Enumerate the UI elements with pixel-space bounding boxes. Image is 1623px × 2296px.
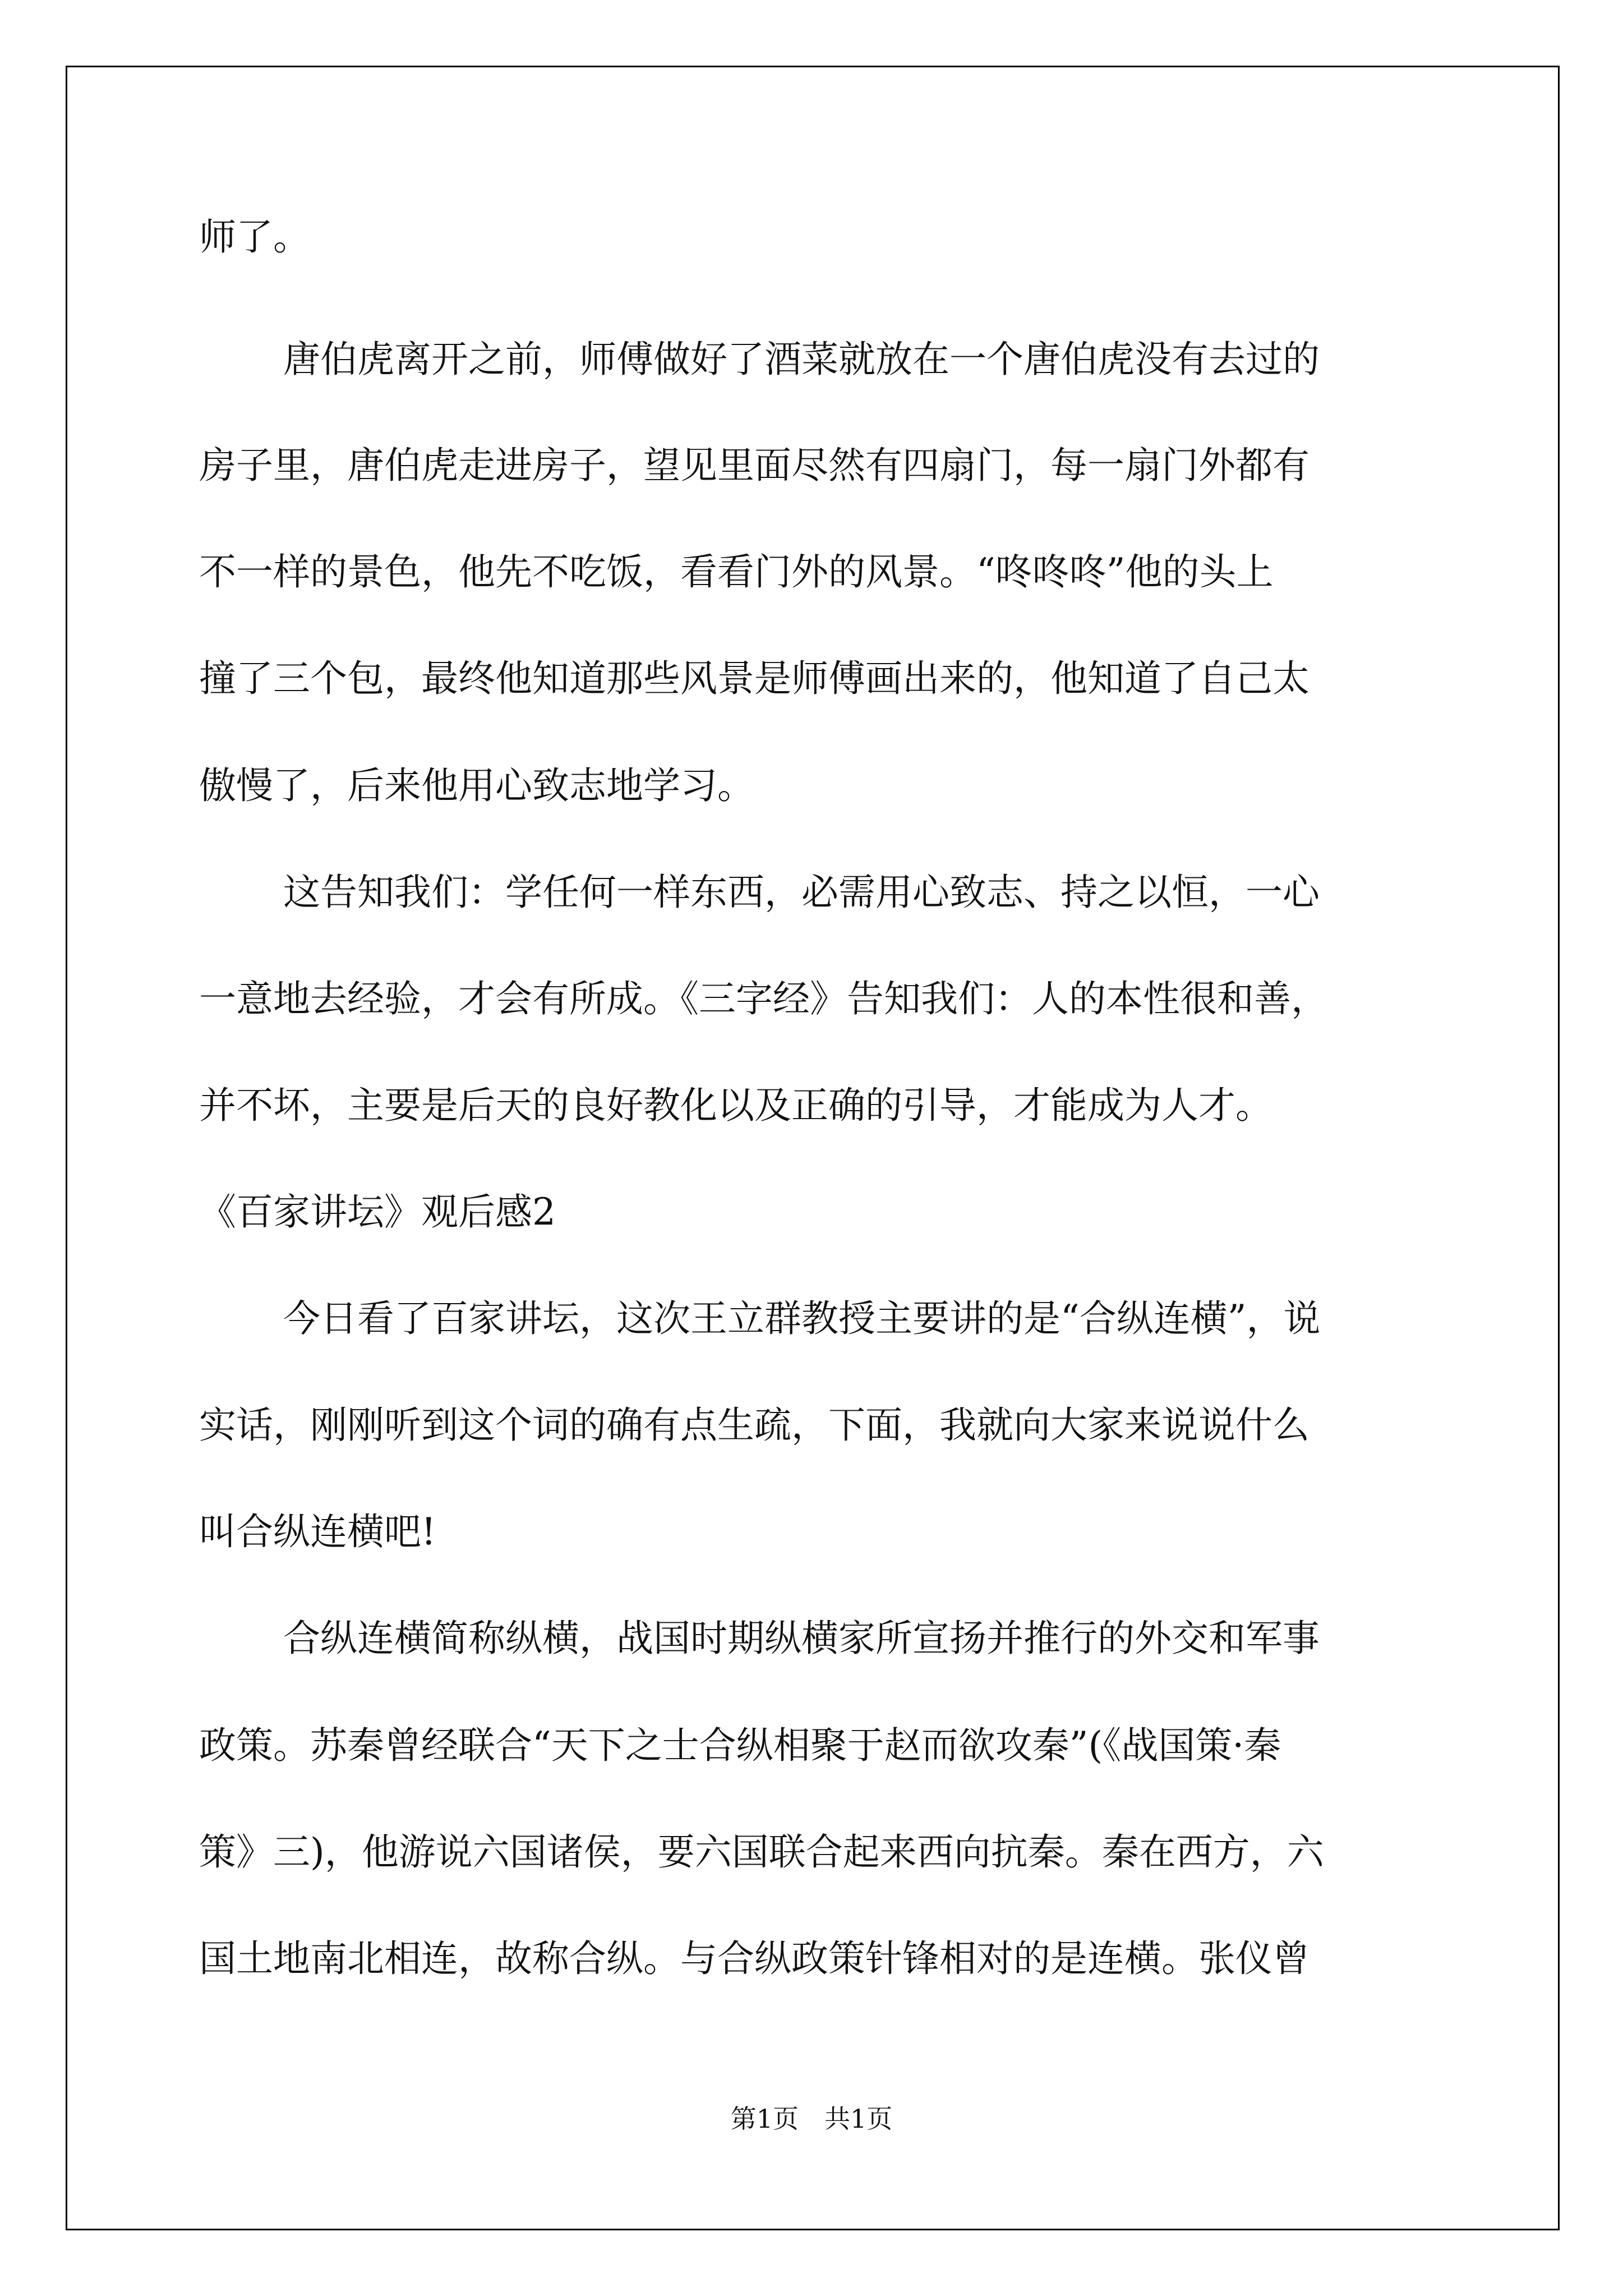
text-line: 房子里，唐伯虎走进房子，望见里面尽然有四扇门，每一扇门外都有 xyxy=(199,444,1310,487)
text-line: 傲慢了，后来他用心致志地学习。 xyxy=(199,764,754,807)
text-line: 这告知我们：学任何一样东西，必需用心致志、持之以恒，一心 xyxy=(283,871,1320,914)
text-line: 实话，刚刚听到这个词的确有点生疏，下面，我就向大家来说说什么 xyxy=(199,1404,1310,1447)
text-line: 师了。 xyxy=(199,215,310,259)
text-line: 叫合纵连横吧! xyxy=(199,1510,436,1553)
text-line: 撞了三个包，最终他知道那些风景是师傅画出来的，他知道了自己太 xyxy=(199,657,1310,700)
text-line: 唐伯虎离开之前，师傅做好了酒菜就放在一个唐伯虎没有去过的 xyxy=(283,338,1320,381)
text-line: 策》三)，他游说六国诸侯，要六国联合起来西向抗秦。秦在西方，六 xyxy=(199,1830,1324,1874)
text-line: 并不坏，主要是后天的良好教化以及正确的引导，才能成为人才。 xyxy=(199,1084,1272,1127)
text-line: 国土地南北相连，故称合纵。与合纵政策针锋相对的是连横。张仪曾 xyxy=(199,1937,1310,1980)
text-line: 不一样的景色，他先不吃饭，看看门外的风景。“咚咚咚”他的头上 xyxy=(199,550,1274,593)
page-footer: 第1页 共1页 xyxy=(730,2104,893,2134)
text-line: 今日看了百家讲坛，这次王立群教授主要讲的是“合纵连横”，说 xyxy=(283,1297,1321,1340)
section-heading: 《百家讲坛》观后感2 xyxy=(199,1190,556,1234)
text-line: 合纵连横简称纵横，战国时期纵横家所宣扬并推行的外交和军事 xyxy=(283,1617,1320,1660)
text-line: 一意地去经验，才会有所成。《三字经》告知我们：人的本性很和善， xyxy=(199,977,1328,1020)
text-line: 政策。苏秦曾经联合“天下之士合纵相聚于赵而欲攻秦”(《战国策·秦 xyxy=(199,1724,1281,1767)
page-border xyxy=(66,66,1560,2230)
